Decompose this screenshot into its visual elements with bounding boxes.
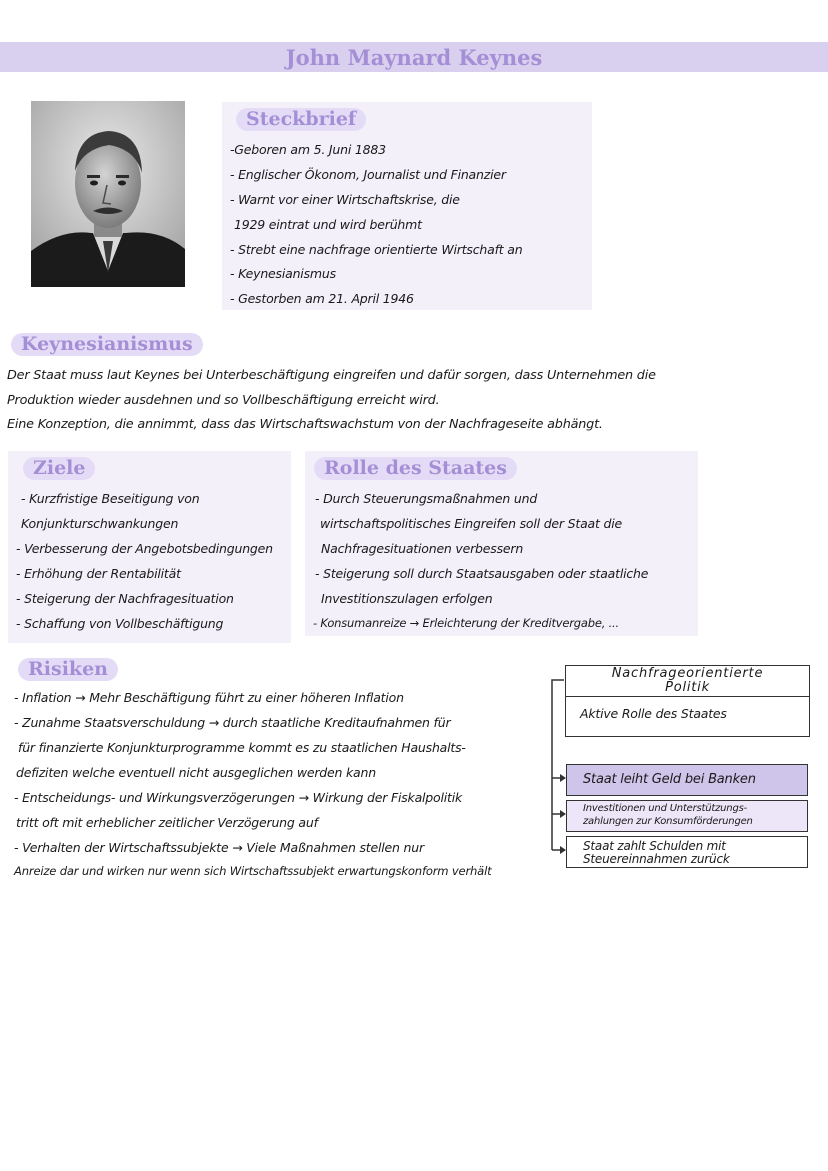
diagram-step-2 (566, 800, 808, 832)
risiken-line: - Verhalten der Wirtschaftssubjekte → Viele Maßnahmen stellen nur (14, 840, 424, 855)
keynesianismus-heading: Keynesianismus (11, 333, 203, 356)
portrait-photo (31, 101, 185, 287)
risiken-heading: Risiken (18, 658, 118, 681)
diagram-header-box (565, 665, 810, 737)
diagram-step-1-text: Staat leiht Geld bei Banken (583, 772, 756, 787)
diagram-header-line1: Nachfrageorientierte (611, 666, 764, 681)
ziele-heading: Ziele (23, 457, 95, 480)
rolle-line: - Steigerung soll durch Staatsausgaben oder staatliche (315, 566, 649, 581)
diagram-step-3-line1: Staat zahlt Schulden mit (583, 839, 726, 853)
steckbrief-line: -Geboren am 5. Juni 1883 (230, 142, 386, 157)
diagram-role: Aktive Rolle des Staates (580, 706, 727, 721)
steckbrief-heading: Steckbrief (236, 108, 366, 131)
diagram-step-3-line2: Steuereinnahmen zurück (583, 852, 730, 866)
risiken-line: - Zunahme Staatsverschuldung → durch staatliche Kreditaufnahmen für (14, 715, 451, 730)
diagram-step-2-line1: Investitionen und Unterstützungs- (583, 803, 748, 814)
risiken-line: Anreize dar und wirken nur wenn sich Wirtschaftssubjekt erwartungskonform verhält (14, 864, 492, 878)
keynesianismus-line: Eine Konzeption, die annimmt, dass das Wirtschaftswachstum von der Nachfrageseite abhängt. (7, 417, 603, 432)
ziele-line: - Steigerung der Nachfragesituation (16, 591, 234, 606)
risiken-line: - Inflation → Mehr Beschäftigung führt zu einer höheren Inflation (14, 690, 404, 705)
steckbrief-line: - Englischer Ökonom, Journalist und Finanzier (230, 167, 506, 182)
keynesianismus-line: Produktion wieder ausdehnen und so Vollbeschäftigung erreicht wird. (7, 393, 440, 408)
ziele-line: - Kurzfristige Beseitigung von (21, 491, 200, 506)
steckbrief-line: 1929 eintrat und wird berühmt (234, 217, 422, 232)
diagram-step-3 (566, 836, 808, 868)
ziele-line: - Schaffung von Vollbeschäftigung (16, 616, 224, 631)
steckbrief-line: - Strebt eine nachfrage orientierte Wirtschaft an (230, 242, 523, 257)
ziele-line: Konjunkturschwankungen (21, 516, 179, 531)
rolle-heading: Rolle des Staates (314, 457, 517, 480)
ziele-line: - Erhöhung der Rentabilität (16, 566, 181, 581)
ziele-line: - Verbesserung der Angebotsbedingungen (16, 541, 273, 556)
rolle-line: wirtschaftspolitisches Eingreifen soll der Staat die (320, 516, 622, 531)
keynesianismus-line: Der Staat muss laut Keynes bei Unterbeschäftigung eingreifen und dafür sorgen, dass Unternehmen die (7, 368, 656, 383)
risiken-line: tritt oft mit erheblicher zeitlicher Verzögerung auf (16, 815, 318, 830)
title-bar (0, 42, 828, 72)
steckbrief-line: - Warnt vor einer Wirtschaftskrise, die (230, 192, 460, 207)
diagram-step-2-line2: zahlungen zur Konsumförderungen (583, 816, 753, 827)
rolle-line: - Konsumanreize → Erleichterung der Kreditvergabe, ... (313, 616, 619, 630)
rolle-line: Nachfragesituationen verbessern (321, 541, 524, 556)
page-title: John Maynard Keynes (285, 44, 543, 70)
rolle-line: - Durch Steuerungsmaßnahmen und (315, 491, 538, 506)
steckbrief-line: - Gestorben am 21. April 1946 (230, 291, 414, 306)
steckbrief-line: - Keynesianismus (230, 266, 336, 281)
rolle-line: Investitionszulagen erfolgen (321, 591, 493, 606)
diagram-header-line2: Politik (665, 680, 710, 695)
risiken-line: - Entscheidungs- und Wirkungsverzögerungen → Wirkung der Fiskalpolitik (14, 790, 463, 805)
portrait-illustration (31, 101, 185, 287)
diagram-step-1 (566, 764, 808, 796)
risiken-line: defiziten welche eventuell nicht ausgeglichen werden kann (16, 765, 376, 780)
risiken-line: für finanzierte Konjunkturprogramme kommt es zu staatlichen Haushalts- (18, 740, 466, 755)
